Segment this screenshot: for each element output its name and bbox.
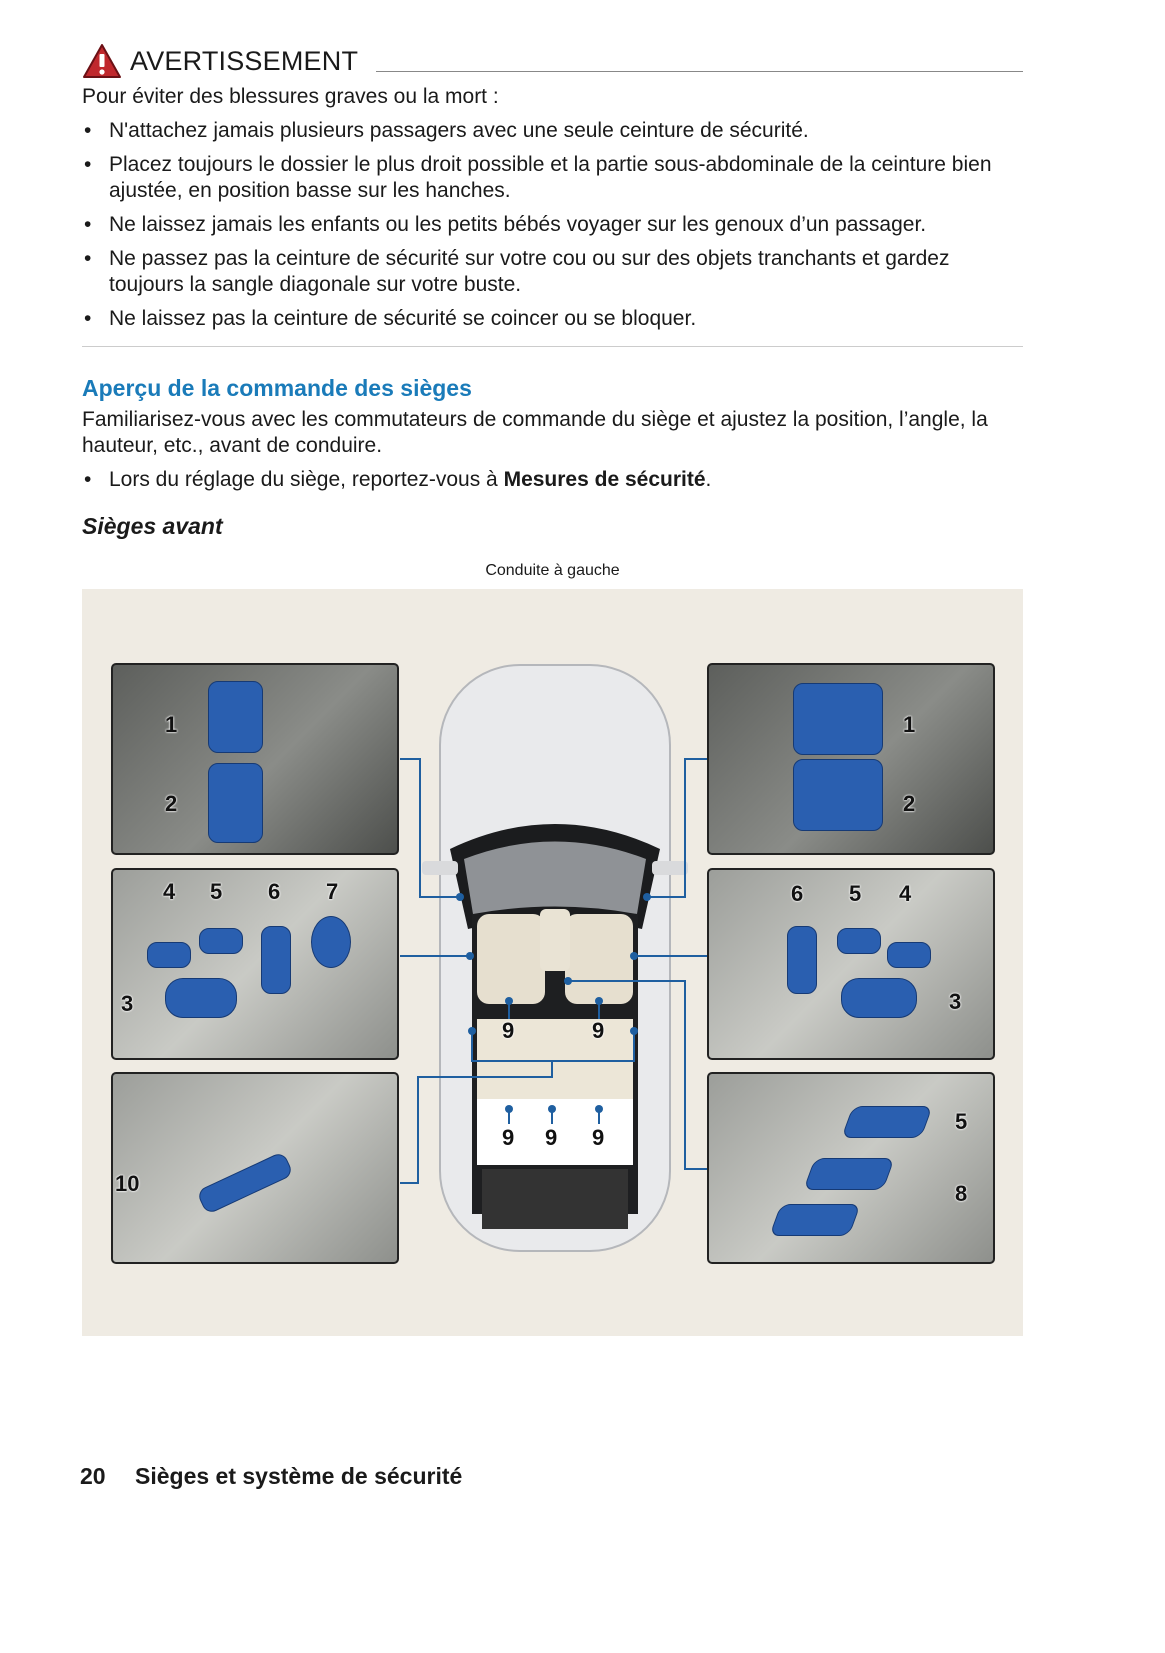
figure-caption: Conduite à gauche [485, 562, 620, 579]
bullet-text: Lors du réglage du siège, reportez-vous à [109, 468, 504, 491]
callout-6: 6 [268, 879, 281, 904]
callout-1: 1 [165, 712, 178, 737]
panel-right-seat-switches [707, 868, 995, 1060]
seat-controls-figure [82, 589, 1023, 1336]
callout-8: 8 [955, 1181, 968, 1206]
panel-left-recline-lever [111, 1072, 399, 1264]
warning-bullet: • Ne passez pas la ceinture de sécurité sur votre cou ou sur des objets tranchants et gardez toujours la sangle diagonale sur votre buste. [82, 246, 1023, 298]
chapter-title: Sièges et système de sécurité [135, 1463, 463, 1489]
warning-rule [376, 71, 1023, 72]
callout-1: 1 [903, 712, 916, 737]
warning-bullet: • Ne laissez pas la ceinture de sécurité se coincer ou se bloquer. [82, 306, 1023, 332]
panel-right-lumbar-switch [707, 663, 995, 855]
car-top-view [422, 665, 688, 1251]
page-content [82, 42, 1023, 1336]
callout-9: 9 [502, 1018, 515, 1043]
callout-9: 9 [592, 1018, 605, 1043]
warning-triangle-icon [82, 43, 122, 79]
callout-5: 5 [849, 881, 862, 906]
callout-9: 9 [502, 1125, 515, 1150]
warning-title: AVERTISSEMENT [130, 45, 359, 76]
warning-bullet: • Placez toujours le dossier le plus droit possible et la partie sous-abdominale de la ceinture bien ajustée, en position basse sur les hanches. [82, 152, 1023, 204]
callout-2: 2 [165, 791, 178, 816]
divider [82, 346, 1023, 347]
callout-7: 7 [326, 879, 339, 904]
warning-header [82, 42, 1023, 80]
callout-4: 4 [163, 879, 176, 904]
page-number: 20 [80, 1463, 106, 1489]
callout-5: 5 [210, 879, 223, 904]
callout-9: 9 [592, 1125, 605, 1150]
callout-4: 4 [899, 881, 912, 906]
bullet-suffix: . [705, 468, 712, 491]
callout-10: 10 [115, 1171, 140, 1196]
warning-intro: Pour éviter des blessures graves ou la mort : [82, 85, 499, 108]
warning-bullet: • N'attachez jamais plusieurs passagers avec une seule ceinture de sécurité. [82, 118, 1023, 144]
section-bullet [82, 467, 1023, 493]
safety-measures-reference: Mesures de sécurité [503, 468, 706, 491]
section-title: Aperçu de la commande des sièges [82, 375, 472, 401]
panel-right-passenger-switches [707, 1072, 995, 1264]
panel-left-lumbar-switch [111, 663, 399, 855]
subsection-title: Sièges avant [82, 513, 223, 539]
callout-6: 6 [791, 881, 804, 906]
callout-9: 9 [545, 1125, 558, 1150]
warning-bullet: • Ne laissez jamais les enfants ou les petits bébés voyager sur les genoux d’un passager. [82, 212, 1023, 238]
callout-5: 5 [955, 1109, 968, 1134]
callout-3: 3 [949, 989, 962, 1014]
callout-3: 3 [121, 991, 134, 1016]
callout-2: 2 [903, 791, 916, 816]
panel-left-seat-switches [111, 868, 399, 1060]
section-paragraph: Familiarisez-vous avec les commutateurs de commande du siège et ajustez la position, l’angle, la hauteur, etc., avant de conduire. [82, 408, 988, 457]
